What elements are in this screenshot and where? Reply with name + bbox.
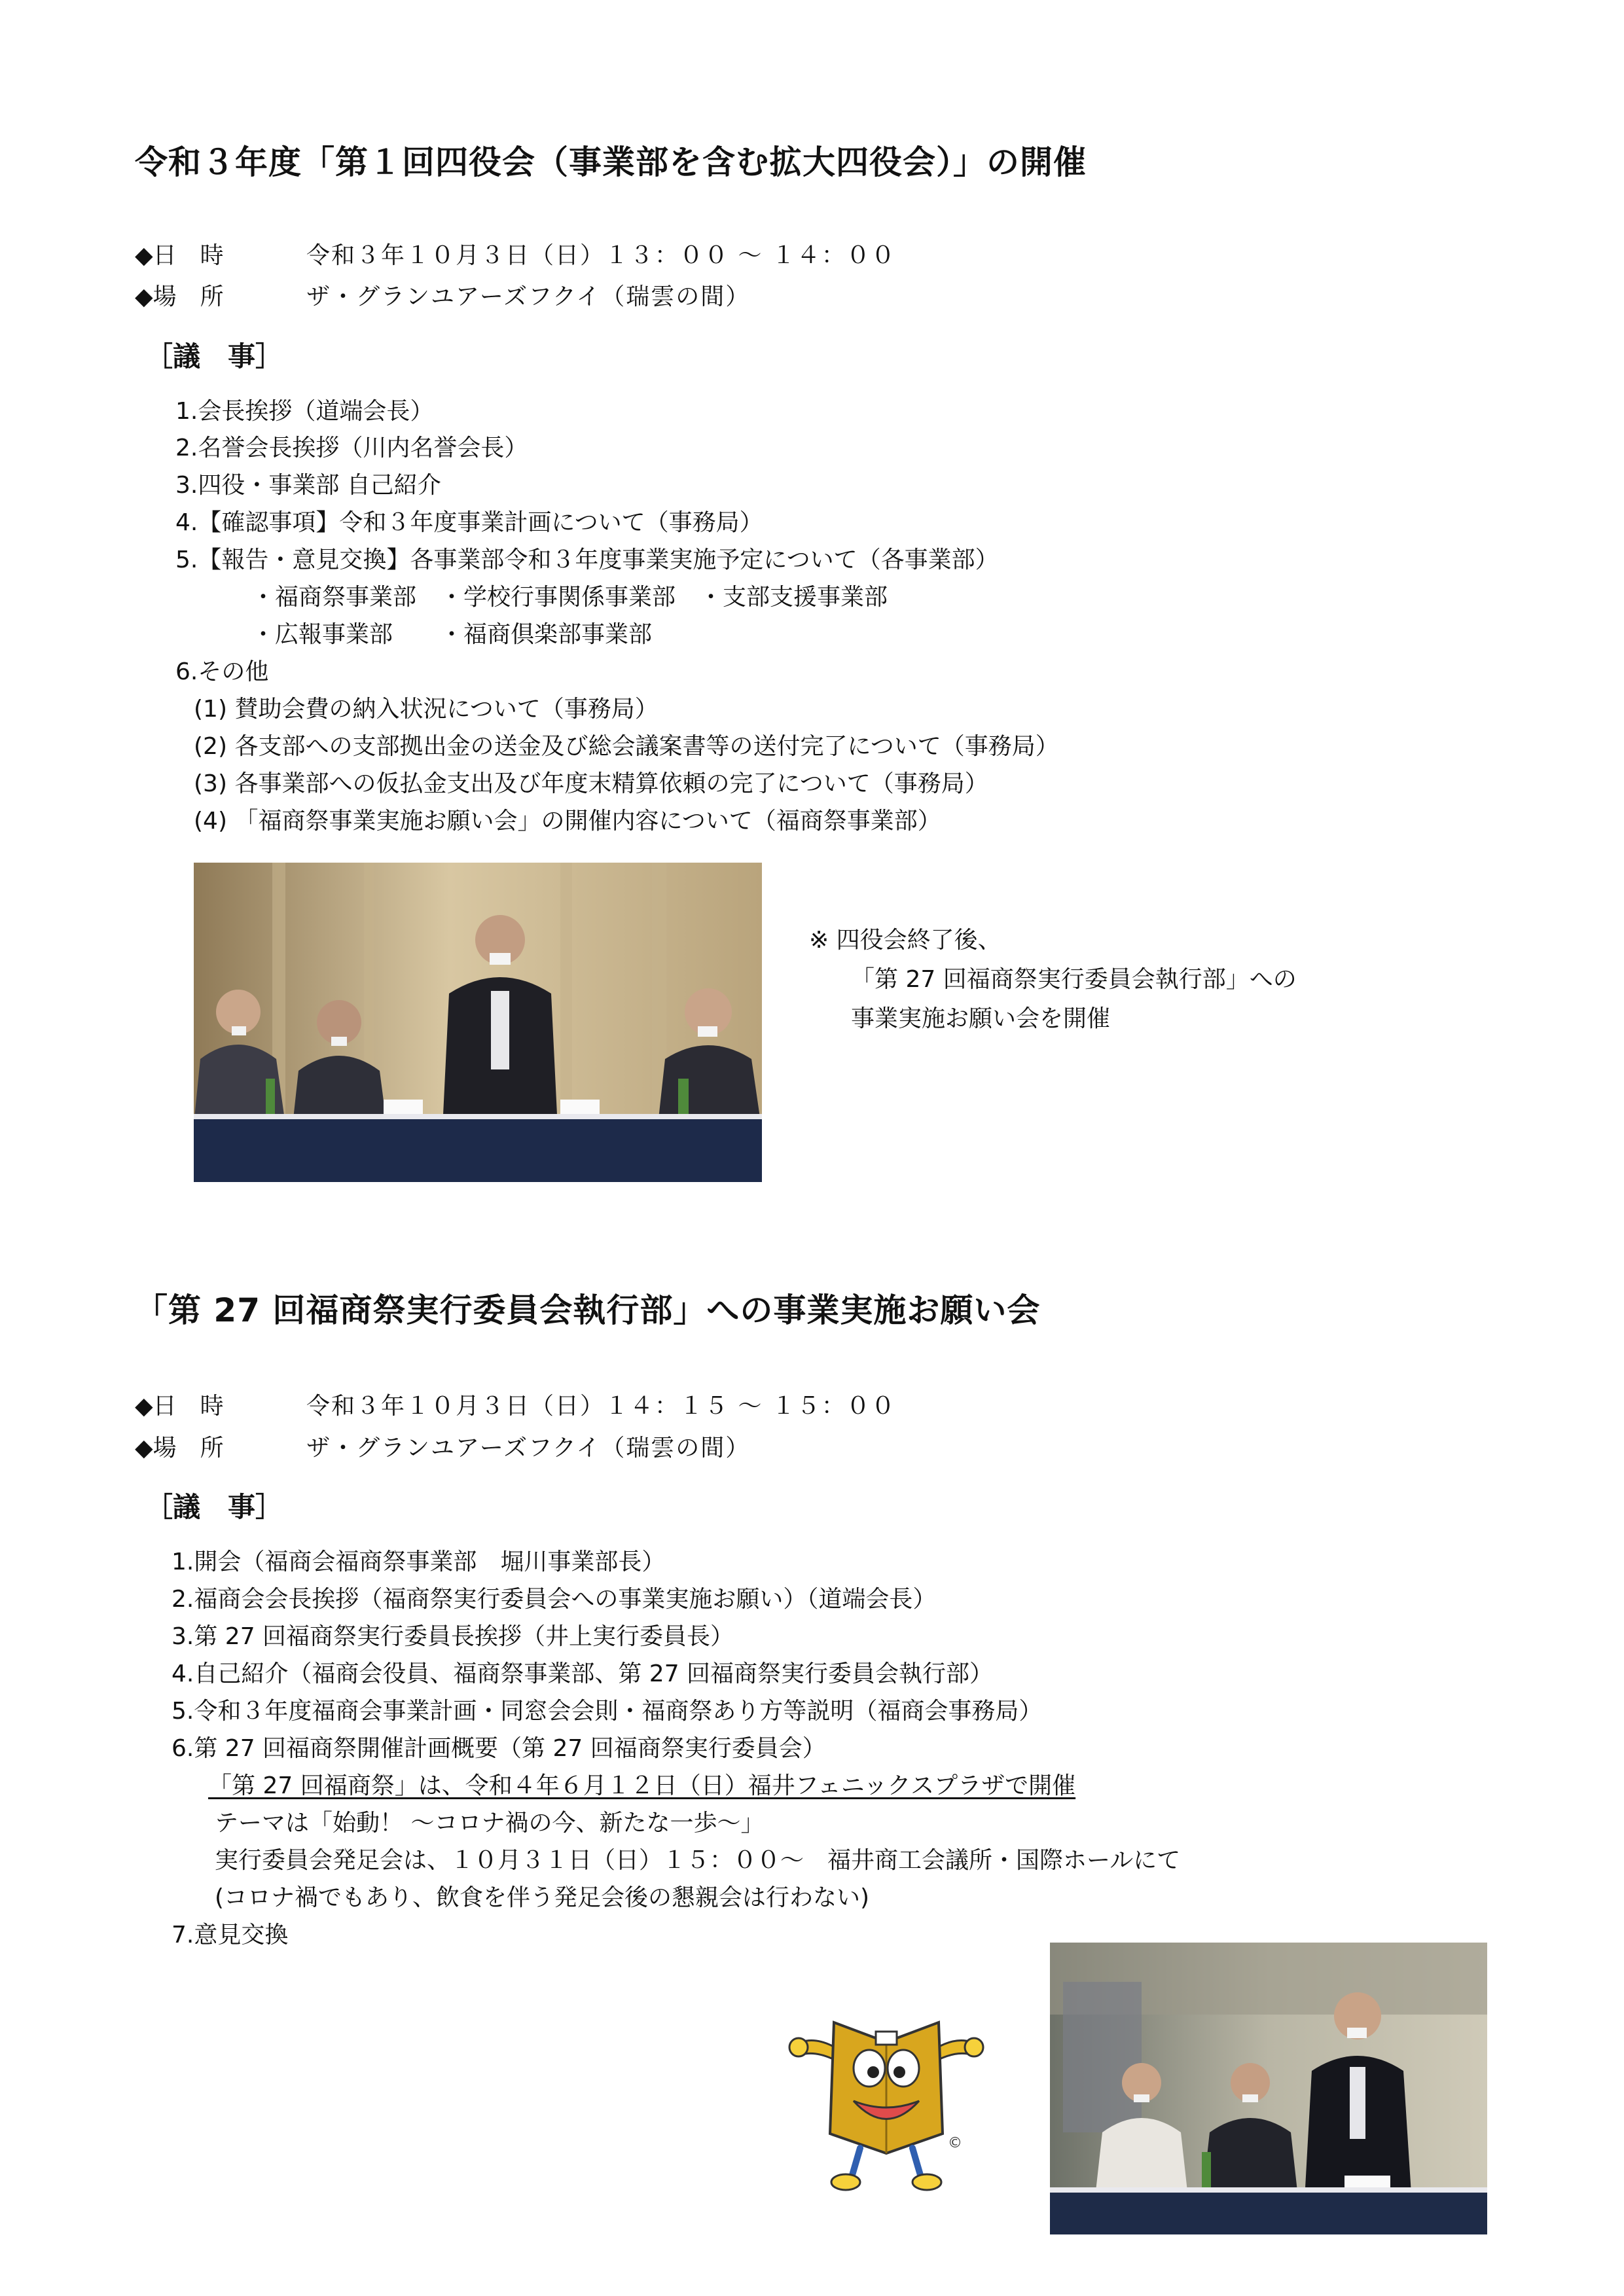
mascot-copyright: © xyxy=(948,2135,962,2151)
agenda-item: 4.【確認事項】令和３年度事業計画について（事務局） xyxy=(175,509,763,536)
kickoff-note: (コロナ禍でもあり、飲食を伴う発足会後の懇親会は行わない) xyxy=(215,1884,870,1911)
agenda-item: 1.会長挨拶（道端会長） xyxy=(175,398,434,425)
sub-item: (4) 「福商祭事業実施お願い会」の開催内容について（福商祭事業部） xyxy=(194,808,941,834)
note-line: 「第 27 回福商祭実行委員会執行部」への xyxy=(851,966,1297,993)
dept-list-row: ・広報事業部 ・福商倶楽部事業部 xyxy=(251,621,653,648)
agenda-item: 2.名誉会長挨拶（川内名誉会長） xyxy=(175,435,528,461)
section2-date-row xyxy=(135,1388,1117,1418)
agenda-item: 5.【報告・意見交換】各事業部令和３年度事業実施予定について（各事業部） xyxy=(175,547,999,573)
place-value: ザ・グランユアーズフクイ（瑞雲の間） xyxy=(306,1435,751,1462)
place-label: ◆場 所 xyxy=(135,283,224,310)
section2-title: 「第 27 回福商祭実行委員会執行部」への事業実施お願い会 xyxy=(135,1291,1041,1329)
section2-place-row xyxy=(135,1429,1117,1460)
section1-agenda-header: ［議 事］ xyxy=(145,340,283,372)
agenda-item: 6.第 27 回福商祭開催計画概要（第 27 回福商祭実行委員会） xyxy=(171,1735,826,1762)
meeting-photo-1 xyxy=(194,863,762,1182)
agenda-item: 2.福商会会長挨拶（福商祭実行委員会への事業実施お願い）（道端会長） xyxy=(171,1586,937,1613)
place-label: ◆場 所 xyxy=(135,1435,224,1462)
date-value: 令和３年１０月３日（日）１４：１５ ～ １５：００ xyxy=(306,1393,896,1420)
date-label: ◆日 時 xyxy=(135,242,224,269)
mascot-illustration xyxy=(788,1996,984,2193)
festival-date-note: 「第 27 回福商祭」は、令和４年６月１２日（日）福井フェニックスプラザで開催 xyxy=(208,1772,1076,1799)
note-line: 事業実施お願い会を開催 xyxy=(851,1005,1111,1032)
agenda-item: 1.開会（福商会福商祭事業部 堀川事業部長） xyxy=(171,1549,666,1575)
section1-title: 令和３年度「第１回四役会（事業部を含む拡大四役会）」の開催 xyxy=(135,143,1087,181)
sub-item: (2) 各支部への支部拠出金の送金及び総会議案書等の送付完了について（事務局） xyxy=(194,733,1059,760)
note-line: ※ 四役会終了後、 xyxy=(809,927,1001,954)
date-value: 令和３年１０月３日（日）１３：００ ～ １４：００ xyxy=(306,242,896,269)
kickoff-info: 実行委員会発足会は、１０月３１日（日）１５：００～ 福井商工会議所・国際ホールにて xyxy=(215,1847,1181,1874)
sub-item: (1) 賛助会費の納入状況について（事務局） xyxy=(194,696,659,723)
section1-place-row xyxy=(135,278,1117,308)
agenda-item: 5.令和３年度福商会事業計画・同窓会会則・福商祭あり方等説明（福商会事務局） xyxy=(171,1698,1043,1725)
agenda-item: 3.四役・事業部 自己紹介 xyxy=(175,472,441,499)
meeting-photo-2 xyxy=(1050,1943,1487,2234)
agenda-item: 6.その他 xyxy=(175,658,269,685)
festival-theme: テーマは「始動！ ～コロナ禍の今、新たな一歩～」 xyxy=(215,1810,765,1837)
sub-item: (3) 各事業部への仮払金支出及び年度末精算依頼の完了について（事務局） xyxy=(194,770,988,797)
dept-list-row: ・福商祭事業部 ・学校行事関係事業部 ・支部支援事業部 xyxy=(251,584,888,611)
agenda-item: 3.第 27 回福商祭実行委員長挨拶（井上実行委員長） xyxy=(171,1623,734,1650)
section1-date-row xyxy=(135,237,1117,267)
date-label: ◆日 時 xyxy=(135,1393,224,1420)
section2-agenda-header: ［議 事］ xyxy=(145,1491,283,1523)
place-value: ザ・グランユアーズフクイ（瑞雲の間） xyxy=(306,283,751,310)
agenda-item: 7.意見交換 xyxy=(171,1922,289,1948)
agenda-item: 4.自己紹介（福商会役員、福商祭事業部、第 27 回福商祭実行委員会執行部） xyxy=(171,1660,994,1687)
